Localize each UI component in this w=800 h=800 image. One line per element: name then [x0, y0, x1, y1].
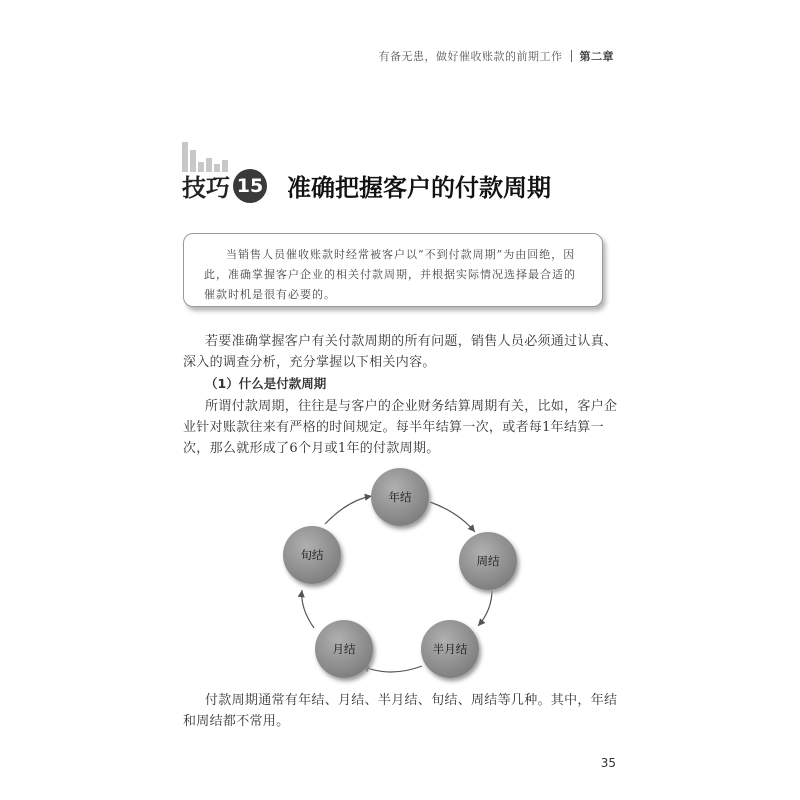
paragraph-2: 所谓付款周期，往往是与客户的企业财务结算周期有关，比如，客户企业针对账款往来有严格的时间规定。每半年结算一次，或者每1年结算一次，那么就形成了6个月或1年的付款周期。	[183, 399, 618, 456]
cycle-node: 月结	[315, 620, 373, 678]
section-title	[182, 168, 551, 203]
chapter-label: 第二章	[579, 50, 614, 63]
title-text: 准确把握客户的付款周期	[287, 174, 551, 202]
paragraph-3: 付款周期通常有年结、月结、半月结、旬结、周结等几种。其中，年结和周结都不常用。	[183, 693, 618, 729]
header-divider	[571, 50, 572, 62]
title-number-badge: 15	[233, 169, 267, 203]
intro-box	[183, 233, 603, 307]
page-number: 35	[600, 756, 616, 770]
cycle-node: 周结	[459, 532, 517, 590]
payment-cycle-diagram	[270, 460, 530, 700]
cycle-node: 旬结	[283, 526, 341, 584]
subheading: （1）什么是付款周期	[205, 376, 327, 391]
intro-text: 当销售人员催收账款时经常被客户以“不到付款周期”为由回绝，因此，准确掌握客户企业的相关付款周期，并根据实际情况选择最合适的催款时机是很有必要的。	[204, 248, 576, 301]
cycle-node: 年结	[371, 468, 429, 526]
running-header	[379, 48, 615, 64]
running-title: 有备无患，做好催收账款的前期工作	[378, 50, 563, 63]
title-label: 技巧	[182, 174, 230, 202]
paragraph-1: 若要准确掌握客户有关付款周期的所有问题，销售人员必须通过认真、深入的调查分析，充分掌握以下相关内容。	[183, 334, 618, 370]
cycle-node: 半月结	[421, 620, 479, 678]
